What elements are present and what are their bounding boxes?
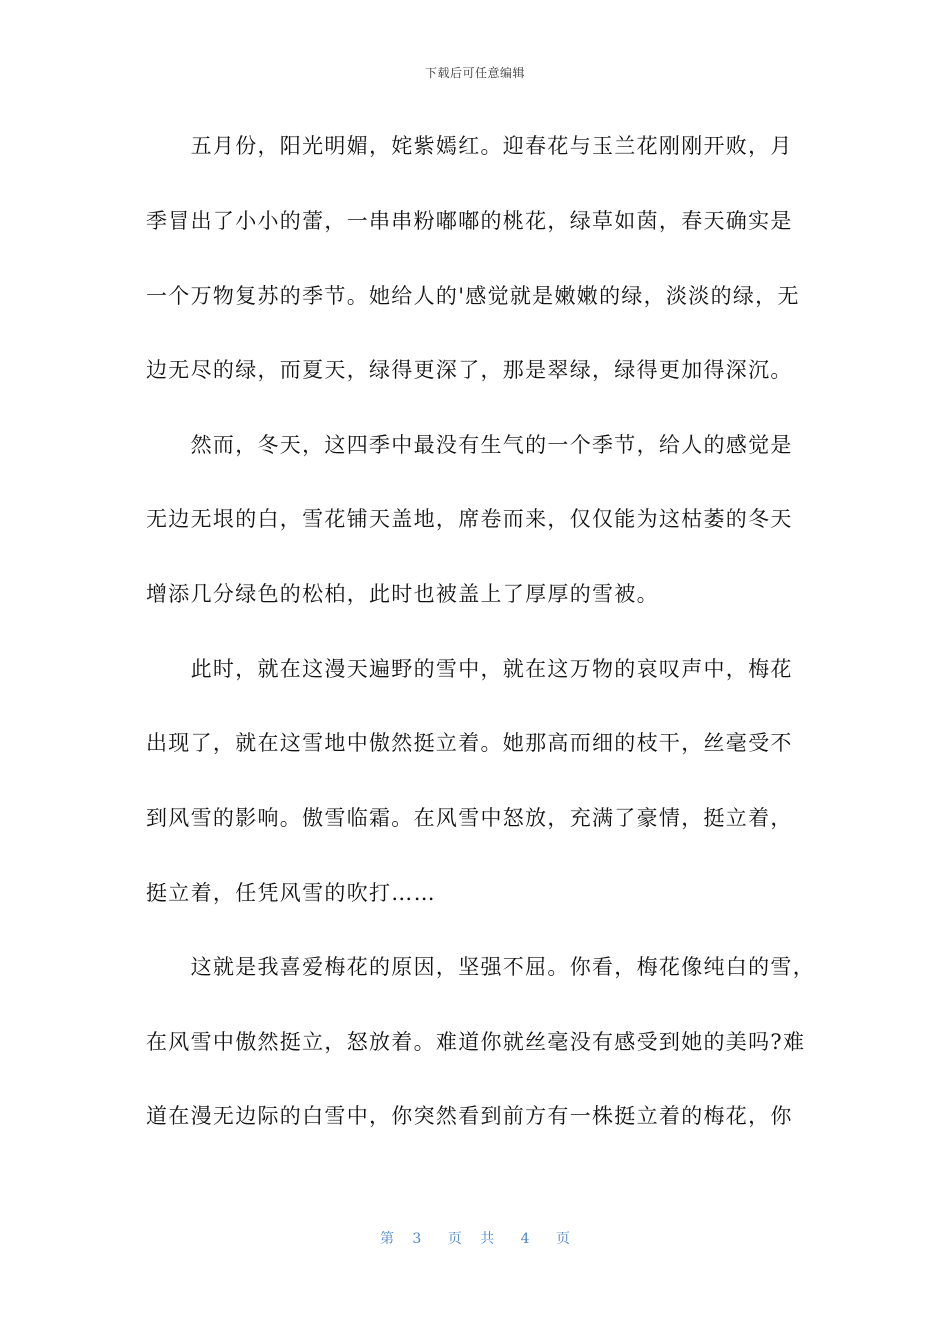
page-suffix: 页: [556, 1231, 571, 1247]
text-line: 然而，冬天，这四季中最没有生气的一个季节，给人的感觉是: [146, 433, 793, 457]
text-line: 边无尽的绿，而夏天，绿得更深了，那是翠绿，绿得更加得深沉。: [146, 358, 793, 382]
text-line: 此时，就在这漫天遍野的雪中，就在这万物的哀叹声中，梅花: [146, 657, 793, 681]
text-line: 增添几分绿色的松柏，此时也被盖上了厚厚的雪被。: [146, 582, 659, 606]
page-prefix: 第: [379, 1231, 394, 1247]
page-total-label: 共: [480, 1231, 495, 1247]
text-line: 无边无垠的白，雪花铺天盖地，席卷而来，仅仅能为这枯萎的冬天: [146, 507, 793, 531]
page-total: 4: [520, 1231, 530, 1247]
page-number-footer: [0, 1228, 950, 1248]
page-current: 3: [412, 1231, 422, 1247]
text-line: 在风雪中傲然挺立，怒放着。难道你就丝毫没有感受到她的美吗?难: [146, 1030, 806, 1054]
text-line: 出现了，就在这雪地中傲然挺立着。她那高而细的枝干，丝毫受不: [146, 731, 793, 755]
text-line: 一个万物复苏的季节。她给人的'感觉就是嫩嫩的绿，淡淡的绿，无: [146, 284, 800, 308]
page-label: 页: [447, 1231, 462, 1247]
text-line: 道在漫无边际的白雪中，你突然看到前方有一株挺立着的梅花，你: [146, 1104, 793, 1128]
text-line: 五月份，阳光明媚，姹紫嫣红。迎春花与玉兰花刚刚开败，月: [146, 134, 793, 158]
text-line: 挺立着，任凭风雪的吹打……: [146, 881, 436, 905]
text-line: 这就是我喜爱梅花的原因，坚强不屈。你看，梅花像纯白的雪，: [146, 955, 815, 979]
text-line: 到风雪的影响。傲雪临霜。在风雪中怒放，充满了豪情，挺立着，: [146, 806, 793, 830]
page-header-note: 下载后可任意编辑: [424, 66, 525, 80]
text-line: 季冒出了小小的蕾，一串串粉嘟嘟的桃花，绿草如茵，春天确实是: [146, 209, 793, 233]
